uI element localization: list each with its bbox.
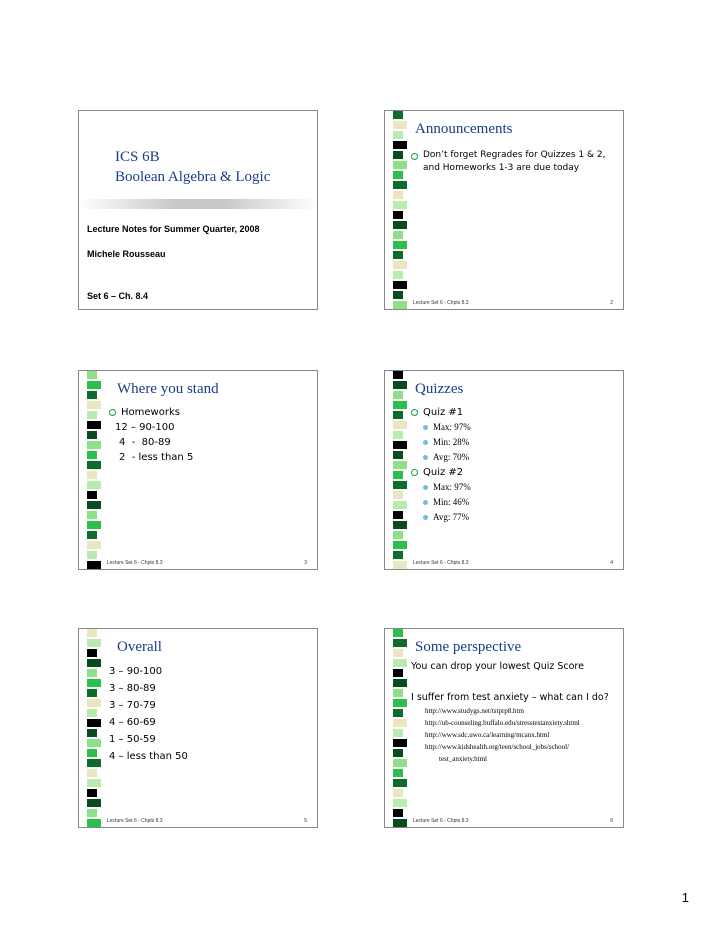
- stripe-block: [87, 809, 97, 817]
- grade-line: 3 – 70-79: [109, 700, 156, 711]
- sub-item: Avg: 77%: [411, 510, 617, 525]
- grade-line: 1 – 50-59: [109, 734, 156, 745]
- bullet-ring-icon: [411, 153, 418, 160]
- stripe-block: [87, 659, 101, 667]
- drop-quiz-text: You can drop your lowest Quiz Score: [411, 661, 584, 672]
- stripe-block: [87, 421, 101, 429]
- stripe-block: [87, 491, 97, 499]
- stripe-block: [87, 531, 97, 539]
- slide-title: Quizzes: [415, 381, 464, 397]
- stripe-block: [393, 541, 407, 549]
- stripe-block: [393, 261, 407, 269]
- stripe-block: [393, 141, 407, 149]
- stripe-block: [87, 729, 97, 737]
- slide-3: [78, 370, 318, 570]
- resource-link[interactable]: http://www.kidshealth.org/teen/school_jobs/school/: [425, 743, 570, 751]
- stripe-block: [393, 121, 407, 129]
- page-number: 1: [681, 890, 689, 905]
- stripe-block: [393, 211, 403, 219]
- slide-number: 3: [304, 560, 307, 566]
- stripe-block: [87, 709, 97, 717]
- slide-footer: Lecture Set 6 - Chpts 8.3: [413, 818, 469, 824]
- stripe-block: [393, 231, 403, 239]
- slide-number: 2: [610, 300, 613, 306]
- resource-link[interactable]: http://www.studygs.net/tstprp8.htm: [425, 707, 524, 715]
- slide-4: [384, 370, 624, 570]
- decorative-stripe: [393, 371, 407, 569]
- stripe-block: [393, 759, 407, 767]
- stripe-block: [87, 551, 97, 559]
- slide-title: Where you stand: [117, 381, 219, 397]
- quiz1-label: Quiz #1: [423, 407, 464, 418]
- slide-footer: Lecture Set 6 - Chpts 8.3: [413, 560, 469, 566]
- stripe-block: [87, 799, 101, 807]
- stripe-block: [87, 431, 97, 439]
- stripe-block: [393, 769, 403, 777]
- bullet-item: [411, 465, 617, 480]
- stripe-block: [393, 729, 403, 737]
- decorative-stripe: [393, 629, 407, 827]
- grade-line: 3 – 80-89: [109, 683, 156, 694]
- stripe-block: [87, 689, 97, 697]
- stripe-block: [87, 461, 101, 469]
- stripe-block: [393, 799, 407, 807]
- stripe-block: [393, 719, 407, 727]
- grade-line: 4 – less than 50: [109, 751, 188, 762]
- stripe-block: [393, 221, 407, 229]
- slide-2: [384, 110, 624, 310]
- slide-title: Some perspective: [415, 639, 522, 655]
- slide-title: Announcements: [415, 121, 513, 137]
- bullet-line2: and Homeworks 1-3 are due today: [423, 163, 580, 173]
- stripe-block: [393, 131, 403, 139]
- stripe-block: [393, 391, 403, 399]
- stripe-block: [393, 381, 407, 389]
- bullet-ring-icon: [109, 409, 116, 416]
- stripe-block: [393, 201, 407, 209]
- resource-link[interactable]: http://ub-counseling.buffalo.edu/stresstestanxiety.shtml: [425, 719, 580, 727]
- stripe-block: [393, 241, 407, 249]
- stripe-block: [87, 769, 97, 777]
- sub-item: Avg: 70%: [411, 450, 617, 465]
- bullet-item: [411, 149, 617, 175]
- stripe-block: [393, 111, 403, 119]
- slide-body: [109, 663, 311, 765]
- slide-title: Overall: [117, 639, 162, 655]
- stripe-block: [393, 639, 407, 647]
- stripe-block: [393, 181, 407, 189]
- stripe-block: [393, 779, 407, 787]
- set-text: Set 6 – Ch. 8.4: [87, 291, 149, 301]
- grade-line: 4 - 80-89: [119, 437, 171, 448]
- stripe-block: [393, 431, 403, 439]
- stripe-block: [87, 541, 101, 549]
- stripe-block: [87, 819, 101, 827]
- stripe-block: [87, 471, 97, 479]
- resource-link-continued[interactable]: test_anxiety.html: [439, 755, 487, 763]
- stripe-block: [87, 381, 101, 389]
- slide-footer: Lecture Set 6 - Chpts 8.3: [107, 818, 163, 824]
- stripe-block: [87, 749, 97, 757]
- stripe-block: [87, 441, 101, 449]
- stripe-block: [87, 699, 101, 707]
- slide-body: [411, 405, 617, 525]
- stripe-block: [393, 659, 407, 667]
- slide-footer: Lecture Set 6 - Chpts 8.3: [107, 560, 163, 566]
- stripe-block: [393, 271, 403, 279]
- stripe-block: [87, 521, 101, 529]
- stripe-block: [393, 649, 403, 657]
- stripe-block: [393, 451, 403, 459]
- stripe-block: [393, 551, 403, 559]
- stripe-block: [87, 789, 97, 797]
- stripe-block: [393, 301, 407, 309]
- author-text: Michele Rousseau: [87, 249, 166, 259]
- grade-line: 2 - less than 5: [119, 452, 194, 463]
- decorative-stripe: [87, 629, 101, 827]
- stripe-block: [393, 699, 407, 707]
- stripe-block: [87, 649, 97, 657]
- slide-title-line2: Boolean Algebra & Logic: [115, 169, 271, 185]
- slide-body: [109, 405, 311, 465]
- stripe-block: [87, 639, 101, 647]
- bullet-item: [109, 405, 311, 420]
- slide-body: [411, 149, 617, 175]
- stripe-block: [393, 401, 407, 409]
- stripe-block: [393, 669, 403, 677]
- stripe-block: [87, 719, 101, 727]
- stripe-block: [87, 451, 97, 459]
- stripe-block: [393, 689, 403, 697]
- stripe-block: [87, 629, 97, 637]
- link-list: [411, 705, 617, 765]
- stripe-block: [393, 819, 407, 827]
- slide-1: [78, 110, 318, 310]
- slide-number: 6: [610, 818, 613, 824]
- stripe-block: [393, 491, 403, 499]
- bullet-dot-icon: [423, 485, 428, 490]
- slide-body: [411, 659, 617, 765]
- bullet-item: [411, 405, 617, 420]
- stripe-block: [393, 171, 403, 179]
- resource-link[interactable]: http://www.sdc.uwo.ca/learning/mcanx.html: [425, 731, 550, 739]
- decorative-stripe: [393, 111, 407, 309]
- stripe-block: [393, 809, 403, 817]
- stripe-block: [393, 501, 407, 509]
- sub-item: Min: 46%: [411, 495, 617, 510]
- sub-item: Max: 97%: [411, 420, 617, 435]
- bullet-dot-icon: [423, 515, 428, 520]
- grade-line: 12 – 90-100: [115, 422, 175, 433]
- stripe-block: [393, 789, 403, 797]
- sub-item: Min: 28%: [411, 435, 617, 450]
- stripe-block: [87, 391, 97, 399]
- stripe-block: [393, 411, 403, 419]
- stripe-block: [87, 669, 97, 677]
- stripe-block: [393, 481, 407, 489]
- stripe-block: [87, 501, 101, 509]
- stripe-block: [87, 739, 101, 747]
- stripe-block: [393, 191, 403, 199]
- stripe-block: [393, 561, 407, 569]
- stripe-block: [393, 251, 403, 259]
- stripe-block: [393, 531, 403, 539]
- test-anxiety-text: I suffer from test anxiety – what can I do?: [411, 692, 609, 703]
- stripe-block: [87, 561, 101, 569]
- bullet-line1: Don’t forget Regrades for Quizzes 1 & 2,: [423, 150, 606, 160]
- stripe-block: [87, 401, 101, 409]
- slide-6: [384, 628, 624, 828]
- stripe-block: [393, 471, 403, 479]
- stripe-block: [393, 161, 407, 169]
- bullet-ring-icon: [411, 469, 418, 476]
- title-underline-bar: [79, 199, 318, 209]
- stripe-block: [393, 521, 407, 529]
- bullet-dot-icon: [423, 440, 428, 445]
- bullet-homeworks: Homeworks: [121, 407, 180, 418]
- grade-line: 3 – 90-100: [109, 666, 163, 677]
- bullet-dot-icon: [423, 455, 428, 460]
- bullet-dot-icon: [423, 500, 428, 505]
- stripe-block: [87, 679, 101, 687]
- stripe-block: [393, 749, 403, 757]
- stripe-block: [393, 421, 407, 429]
- lecture-notes-text: Lecture Notes for Summer Quarter, 2008: [87, 224, 260, 234]
- stripe-block: [393, 281, 407, 289]
- slide-number: 5: [304, 818, 307, 824]
- bullet-ring-icon: [411, 409, 418, 416]
- stripe-block: [393, 291, 403, 299]
- decorative-stripe: [87, 371, 101, 569]
- stripe-block: [393, 511, 403, 519]
- stripe-block: [393, 709, 403, 717]
- bullet-dot-icon: [423, 425, 428, 430]
- slide-footer: Lecture Set 6 - Chpts 8.3: [413, 300, 469, 306]
- slide-number: 4: [610, 560, 613, 566]
- slide-title-line1: ICS 6B: [115, 149, 160, 165]
- stripe-block: [393, 679, 407, 687]
- stripe-block: [393, 151, 403, 159]
- slide-5: [78, 628, 318, 828]
- stripe-block: [87, 759, 101, 767]
- stripe-block: [393, 461, 407, 469]
- stripe-block: [87, 371, 97, 379]
- stripe-block: [393, 629, 403, 637]
- quiz2-label: Quiz #2: [423, 467, 464, 478]
- sub-item: Max: 97%: [411, 480, 617, 495]
- grade-line: 4 – 60-69: [109, 717, 156, 728]
- stripe-block: [393, 441, 407, 449]
- stripe-block: [87, 481, 101, 489]
- stripe-block: [393, 371, 403, 379]
- stripe-block: [87, 511, 97, 519]
- stripe-block: [393, 739, 407, 747]
- stripe-block: [87, 411, 97, 419]
- stripe-block: [87, 779, 101, 787]
